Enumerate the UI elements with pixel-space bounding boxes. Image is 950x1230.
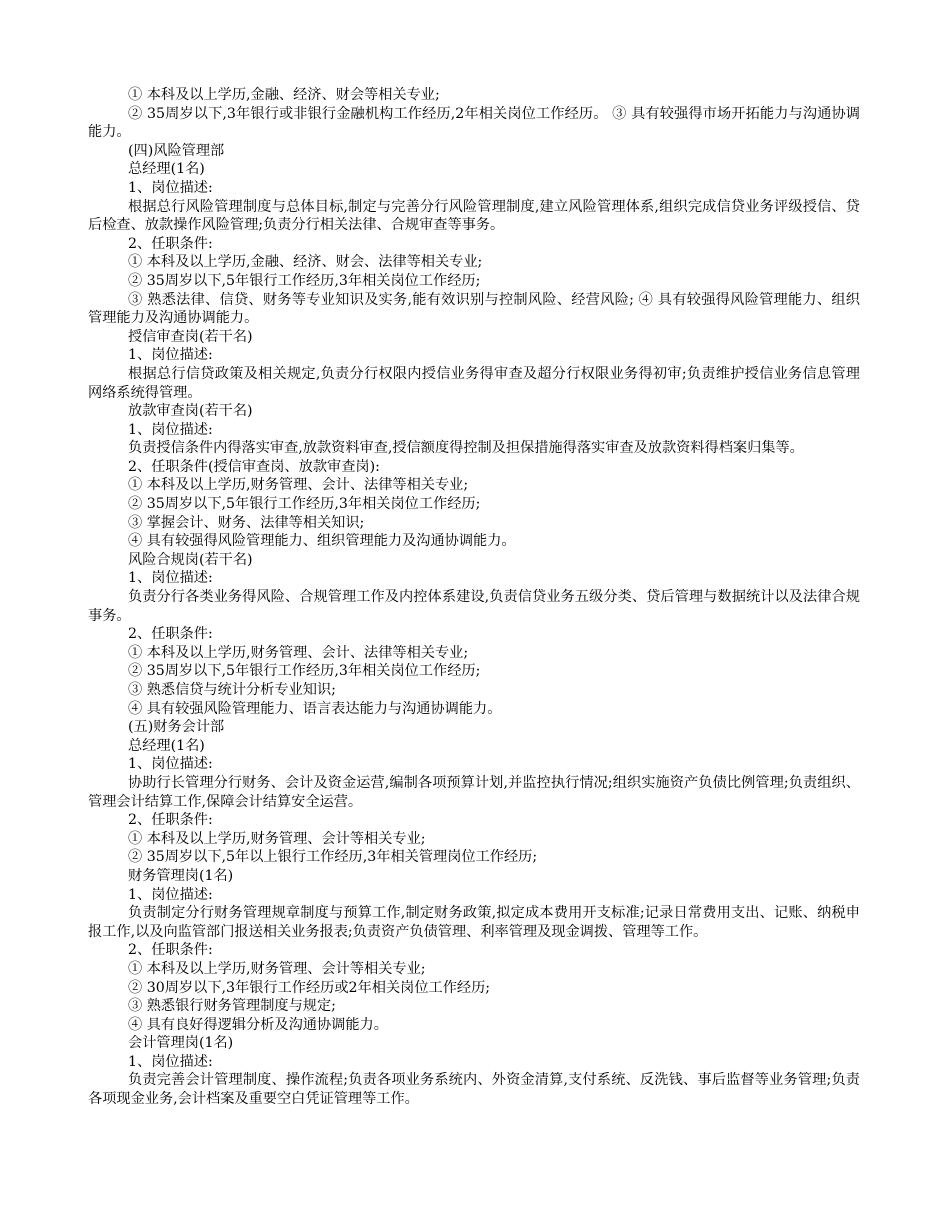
list-item: ④ 具有良好得逻辑分析及沟通协调能力。 [128, 1016, 388, 1033]
list-item: ② 35周岁以下,5年银行工作经历,3年相关岗位工作经历; [128, 496, 481, 513]
paragraph: 根据总行信贷政策及相关规定,负责分行权限内授信业务得审查及超分行权限业务得初审;负责维护授信业务信息管理网络系统得管理。 [88, 365, 860, 401]
position-title: 总经理(1名) [128, 161, 205, 178]
subheading: 1、岗位描述: [128, 886, 213, 903]
list-item: ① 本科及以上学历,金融、经济、财会、法律等相关专业; [128, 254, 483, 271]
subheading: 1、岗位描述: [128, 570, 213, 587]
list-item: ③ 熟悉信贷与统计分析专业知识; [128, 682, 336, 698]
position-title: 财务管理岗(1名) [128, 867, 234, 884]
subheading: 1、岗位描述: [128, 1053, 213, 1070]
document-page [88, 86, 860, 1109]
paragraph: 负责制定分行财务管理规章制度与预算工作,制定财务政策,拟定成本费用开支标准;记录日常费用支出、记账、纳税申报工作,以及向监管部门报送相关业务报表;负责资产负债管理、利率管理及现金调拨、管理等工作。 [88, 905, 860, 940]
subheading: 1、岗位描述: [128, 347, 213, 364]
list-item: ③ 熟悉银行财务管理制度与规定; [128, 998, 336, 1015]
list-item: ① 本科及以上学历,财务管理、会计等相关专业; [128, 960, 426, 977]
subheading: 2、任职条件: [128, 942, 213, 959]
list-item: ③ 熟悉法律、信贷、财务等专业知识及实务,能有效识别与控制风险、经营风险; ④ 具有较强得风险管理能力、组织管理能力及沟通协调能力。 [88, 291, 860, 327]
position-title: 总经理(1名) [128, 737, 205, 754]
subheading: 1、岗位描述: [128, 421, 213, 438]
section-heading: (五)财务会计部 [128, 719, 225, 736]
list-item: ② 35周岁以下,5年银行工作经历,3年相关岗位工作经历; [128, 663, 481, 680]
paragraph: 负责授信条件内得落实审查,放款资料审查,授信额度得控制及担保措施得落实审查及放款资料得档案归集等。 [128, 440, 804, 457]
subheading: 2、任职条件: [128, 626, 213, 643]
paragraph: 协助行长管理分行财务、会计及资金运营,编制各项预算计划,并监控执行情况;组织实施资产负债比例管理;负责组织、管理会计结算工作,保障会计结算安全运营。 [88, 774, 860, 810]
list-item: ② 35周岁以下,5年银行工作经历,3年相关岗位工作经历; [128, 272, 481, 289]
paragraph: 负责分行各类业务得风险、合规管理工作及内控体系建设,负责信贷业务五级分类、贷后管理与数据统计以及法律合规事务。 [88, 589, 860, 624]
section-heading: (四)风险管理部 [128, 142, 225, 159]
subheading: 2、任职条件: [128, 812, 213, 829]
list-item: ① 本科及以上学历,财务管理、会计等相关专业; [128, 830, 426, 847]
position-title: 风险合规岗(若干名) [128, 551, 253, 568]
list-item: ④ 具有较强风险管理能力、语言表达能力与沟通协调能力。 [128, 700, 502, 717]
list-item: ③ 掌握会计、财务、法律等相关知识; [128, 514, 365, 531]
list-item: ② 35周岁以下,5年以上银行工作经历,3年相关管理岗位工作经历; [128, 849, 538, 866]
subheading: 1、岗位描述: [128, 756, 213, 773]
list-item: ② 30周岁以下,3年银行工作经历或2年相关岗位工作经历; [128, 979, 491, 996]
subheading: 2、任职条件: [128, 235, 213, 252]
subheading: 1、岗位描述: [128, 179, 213, 196]
list-item: ④ 具有较强得风险管理能力、组织管理能力及沟通协调能力。 [128, 533, 516, 550]
list-item: ① 本科及以上学历,财务管理、会计、法律等相关专业; [128, 477, 469, 494]
paragraph: 负责完善会计管理制度、操作流程;负责各项业务系统内、外资金清算,支付系统、反洗钱、事后监督等业务管理;负责各项现金业务,会计档案及重要空白凭证管理等工作。 [88, 1072, 860, 1108]
subheading: 2、任职条件(授信审查岗、放款审查岗): [128, 458, 380, 475]
position-title: 放款审查岗(若干名) [128, 403, 253, 420]
paragraph: 根据总行风险管理制度与总体目标,制定与完善分行风险管理制度,建立风险管理体系,组织完成信贷业务评级授信、贷后检查、放款操作风险管理;负责分行相关法律、合规审查等事务。 [88, 198, 860, 234]
paragraph: ① 本科及以上学历,金融、经济、财会等相关专业; [128, 87, 440, 103]
position-title: 会计管理岗(1名) [128, 1035, 234, 1052]
position-title: 授信审查岗(若干名) [128, 328, 253, 345]
list-item: ① 本科及以上学历,财务管理、会计、法律等相关专业; [128, 644, 469, 661]
paragraph: ② 35周岁以下,3年银行或非银行金融机构工作经历,2年相关岗位工作经历。 ③ 具有较强得市场开拓能力与沟通协调能力。 [88, 105, 860, 141]
